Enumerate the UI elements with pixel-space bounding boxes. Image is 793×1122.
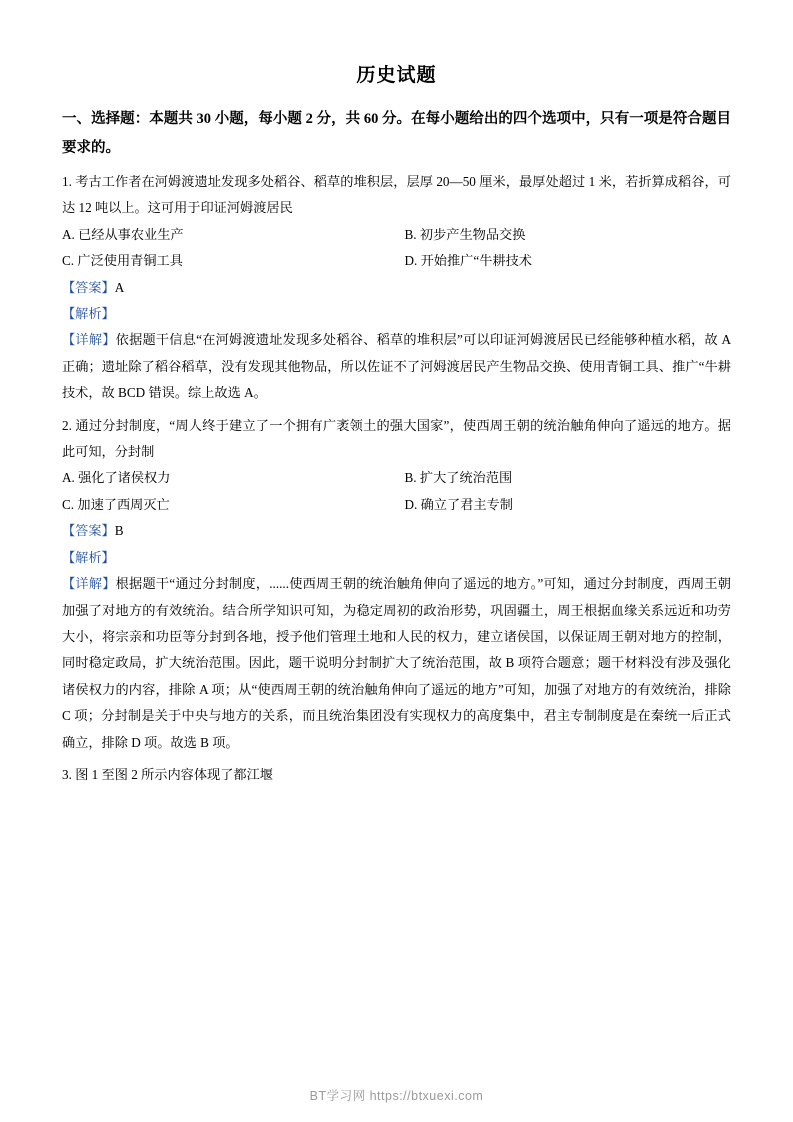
page-footer: BT学习网 https://btxuexi.com <box>309 1089 484 1103</box>
question-options <box>62 465 731 518</box>
option-d[interactable]: D. 开始推广“牛耕技术 <box>404 253 532 269</box>
question-stem: 3. 图 1 至图 2 所示内容体现了都江堰 <box>62 766 273 782</box>
detail-text: 根据题干“通过分封制度，......使西周王朝的统治触角伸向了遥远的地方。”可知，通过分封制度，西周王朝加强了对地方的有效统治。结合所学知识可知，为稳定周初的政治形势，巩固疆土，周王根据血缘关系远近和功劳大小，将宗亲和功臣等分封到各地，授予他们管理土地和人民的权力，建立诸侯国，以保证周王朝对地方的控制，同时稳定政局，扩大统治范围。因此，题干说明分封制扩大了统治范围，故 B 项符合题意；题干材料没有涉及强化诸侯权力的内容，排除 A 项；从“使西周王朝的统治触角伸向了遥远的地方”可知，加强了对地方的有效统治，排除 C 项；分封制是关于中央与地方的关系，而且统治集团没有实现权力的高度集中，君主专制制度是在秦统一后正式确立，排除 D 项。故选 B 项。 <box>62 576 731 750</box>
analysis-label: 【解析】 <box>62 306 115 322</box>
detail-explanation <box>62 327 731 406</box>
detail-text: 依据题干信息“在河姆渡遗址发现多处稻谷、稻草的堆积层”可以印证河姆渡居民已经能够种植水稻，故 A 正确；遗址除了稻谷稻草，没有发现其他物品，所以佐证不了河姆渡居民产生物品交换、使用青铜工具、推广“牛耕技术，故 BCD 错误。综上故选 A。 <box>62 332 731 401</box>
question-stem: 2. 通过分封制度，“周人终于建立了一个拥有广袤领土的强大国家”，使西周王朝的统治触角伸向了遥远的地方。据此可知，分封制 <box>62 417 731 460</box>
question-stem: 1. 考古工作者在河姆渡遗址发现多处稻谷、稻草的堆积层，层厚 20—50 厘米，最厚处超过 1 米，若折算成稻谷，可达 12 吨以上。这可用于印证河姆渡居民 <box>62 174 731 216</box>
answer-line <box>62 275 731 301</box>
option-b[interactable]: B. 扩大了统治范围 <box>404 470 513 486</box>
answer-label: 【答案】 <box>62 523 115 539</box>
section-heading: 一、选择题：本题共 30 小题，每小题 2 分，共 60 分。在每小题给出的四个选项中，只有一项是符合题目要求的。 <box>62 111 731 156</box>
detail-label: 【详解】 <box>62 332 116 348</box>
option-d[interactable]: D. 确立了君主专制 <box>404 496 513 512</box>
question-block <box>62 762 731 788</box>
page-title: 历史试题 <box>356 65 437 86</box>
detail-explanation <box>62 571 731 756</box>
analysis-line <box>62 301 731 327</box>
answer-value: B <box>114 523 124 539</box>
answer-line <box>62 518 731 544</box>
answer-value: A <box>114 279 125 295</box>
option-c[interactable]: C. 广泛使用青铜工具 <box>62 253 183 269</box>
question-block <box>62 169 731 407</box>
analysis-label: 【解析】 <box>62 549 115 565</box>
answer-label: 【答案】 <box>62 279 115 295</box>
option-c[interactable]: C. 加速了西周灭亡 <box>62 496 170 512</box>
question-options <box>62 222 731 275</box>
question-block <box>62 413 731 756</box>
detail-label: 【详解】 <box>62 576 116 592</box>
analysis-line <box>62 545 731 571</box>
option-b[interactable]: B. 初步产生物品交换 <box>404 226 526 242</box>
option-a[interactable]: A. 强化了诸侯权力 <box>62 470 171 486</box>
option-a[interactable]: A. 已经从事农业生产 <box>62 226 184 242</box>
